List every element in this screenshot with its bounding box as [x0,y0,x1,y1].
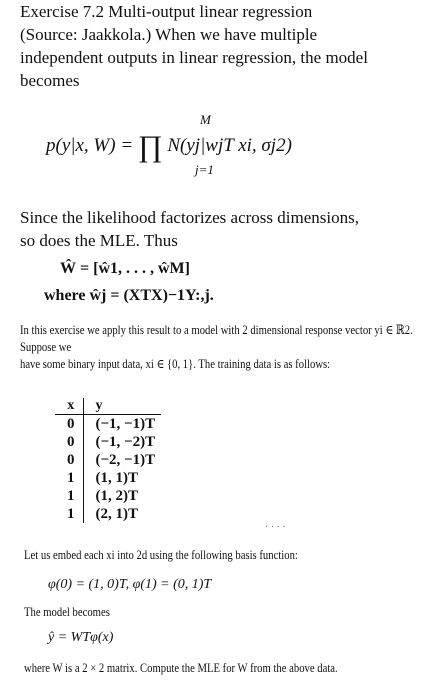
table-cell-x: 0 [55,415,83,434]
since-paragraph [20,206,430,252]
table-cell-y: (−2, −1)T [95,452,156,468]
product-upper-limit: M [200,112,211,127]
compute-mle-instruction: where W is a 2 × 2 matrix. Compute the MLE for W from the above data. [24,660,338,675]
model-becomes-text: The model becomes [24,604,110,619]
table-cell-x: 0 [55,433,83,451]
mle-equation-2: where ŵj = (XTX)−1Y:,j. [44,287,214,304]
table-cell-y: (2, 1)T [95,506,138,522]
table-row [55,451,161,469]
intro-line-2: (Source: Jaakkola.) When we have multiple [20,25,318,44]
table-row [55,469,161,487]
product-lower-limit: j=1 [195,162,214,177]
table-cell-y: (1, 2)T [95,488,138,504]
exercise-title: Exercise 7.2 Multi-output linear regression [20,2,313,21]
table-row [55,487,161,505]
since-line-1: Since the likelihood factorizes across dimensions, [20,208,359,227]
model-equation: ŷ = WTφ(x) [48,630,114,645]
table-row [55,415,161,434]
embed-sentence: Let us embed each xi into 2d using the following basis function: [24,547,298,562]
product-symbol: ∏ [137,130,163,163]
table-row [55,433,161,451]
equation-main [46,130,292,164]
table-cell-x: 1 [55,487,83,505]
table-row [55,505,161,523]
equation-lhs: p(y|x, W) = [46,135,138,156]
intro-line-4: becomes [20,71,80,90]
exercise-paragraph [20,321,422,372]
mle-equation-1: Ŵ = [ŵ1, . . . , ŵM] [60,260,190,277]
basis-function-equation: φ(0) = (1, 0)T, φ(1) = (0, 1)T [48,577,212,592]
equation-rhs: N(yj|wjT xi, σj2) [167,135,292,156]
exercise-line-1: In this exercise we apply this result to a model with 2 dimensional response vector yi ∈ ℝ2. Suppose we [20,322,413,354]
table-cell-x: 1 [55,469,83,487]
table-cell-x: 1 [55,505,83,523]
since-line-2: so does the MLE. Thus [20,231,178,250]
intro-paragraph [20,0,430,92]
table-header-y: y [83,398,161,415]
table-cell-y: (−1, −1)T [95,416,156,432]
decorative-dots: · · · · [265,522,286,533]
intro-line-3: independent outputs in linear regression, the model [20,48,368,67]
table-cell-x: 0 [55,451,83,469]
likelihood-equation [40,112,420,182]
training-data-table [55,398,235,523]
table-cell-y: (1, 1)T [95,470,138,486]
exercise-line-2: have some binary input data, xi ∈ {0, 1}. The training data is as follows: [20,356,331,371]
table-header-x: x [55,398,83,415]
table-cell-y: (−1, −2)T [95,434,156,450]
